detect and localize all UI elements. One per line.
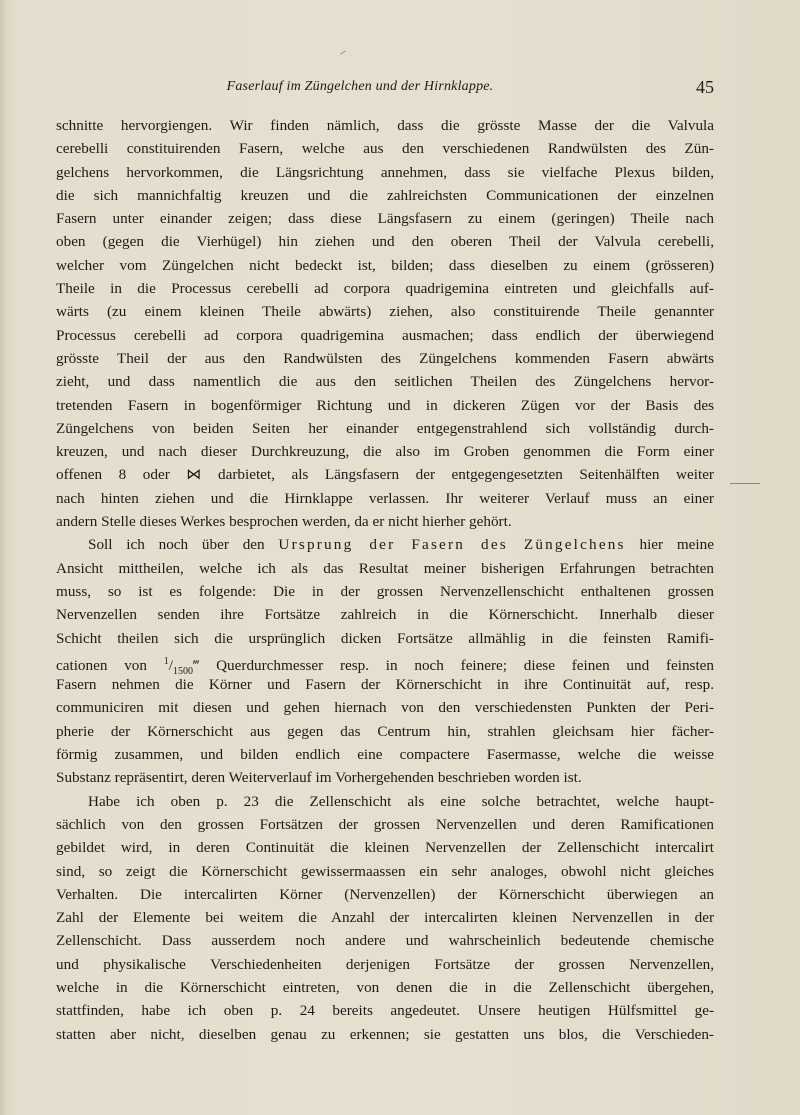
text-line: Schicht theilen sich die ursprünglich dicken Fortsätze allmählig in die feinsten Ramifi- xyxy=(56,629,714,647)
text-line: stattfinden, habe ich oben p. 24 bereits angedeutet. Unsere heutigen Hülfsmittel ge- xyxy=(56,1002,714,1020)
text-line: oben (gegen die Vierhügel) hin ziehen und den oberen Theil der Valvula cerebelli, xyxy=(56,233,714,251)
text-run: cationen von xyxy=(56,656,147,674)
text-line: tretenden Fasern in bogenförmiger Richtung und in dickeren Zügen vor der Basis des xyxy=(56,396,714,414)
margin-mark xyxy=(730,483,760,484)
text-line: sind, so zeigt die Körnerschicht gewissermaassen ein sehr analoges, obwohl nicht gleiches xyxy=(56,862,714,880)
unit-mark: ‴ xyxy=(192,656,200,674)
text-line: die sich mannichfaltig kreuzen und die zahlreichsten Communicationen der einzelnen xyxy=(56,186,714,204)
text-line: sächlich von den grossen Fortsätzen der grossen Nervenzellen und deren Ramificationen xyxy=(56,815,714,833)
text-line: communiciren mit diesen und gehen hiernach von den verschiedensten Punkten der Peri- xyxy=(56,699,714,717)
page-number: 45 xyxy=(696,77,714,97)
text-line: schnitte hervorgiengen. Wir finden nämlich, dass die grösste Masse der die Valvula xyxy=(56,117,714,134)
paragraph-1 xyxy=(56,114,714,533)
text-line: Substanz repräsentirt, deren Weiterverlauf im Vorhergehenden beschrieben worden ist. xyxy=(56,769,582,787)
text-line: Habe ich oben p. 23 die Zellenschicht als eine solche betrachtet, welche haupt- xyxy=(88,792,714,810)
text-line: welche in die Körnerschicht eintreten, von denen die in die Zellenschicht übergehen, xyxy=(56,978,714,996)
text-line: Zellenschicht. Dass ausserdem noch andere und wahrscheinlich bedeutende chemische xyxy=(56,932,714,950)
text-line: zieht, und dass namentlich die aus den seitlichen Theilen des Züngelchens hervor- xyxy=(56,373,714,391)
text-line: Processus cerebelli ad corpora quadrigemina ausmachen; dass endlich der überwiegend xyxy=(56,326,714,344)
text-line: wärts (zu einem kleinen Theile abwärts) ziehen, also constituirende Theile genannter xyxy=(56,303,714,321)
paragraph-3 xyxy=(56,790,714,1046)
text-line: cationen von $^1/_{1500}‴$ Querdurchmesser resp. in noch feinere; diese feinen und feinsten xyxy=(56,655,715,677)
running-head: Faserlauf im Züngelchen und der Hirnklappe. xyxy=(226,79,494,94)
page-left-edge-shadow xyxy=(0,0,6,1115)
fraction-denominator: 1500 xyxy=(172,665,193,677)
text-line: Fasern unter einander zeigen; dass diese Längsfasern zu einem (geringen) Theile nach xyxy=(56,210,714,228)
text-line xyxy=(56,533,714,556)
text-line: kreuzen, und nach dieser Durchkreuzung, die also im Groben genommen die Form einer xyxy=(56,443,714,461)
emphasized-text: Ursprung der Fasern des Züngelchens xyxy=(278,536,626,554)
text-line: grösste Theil der aus den Randwülsten des Züngelchens kommenden Fasern abwärts xyxy=(56,349,714,367)
text-line: gelchens hervorkommen, die Längsrichtung annehmen, dass sie vielfache Plexus bilden, xyxy=(56,163,714,181)
text-line: nach hinten ziehen und die Hirnklappe verlassen. Ihr weiterer Verlauf muss an einer xyxy=(56,489,714,507)
text-line: muss, so ist es folgende: Die in der grossen Nervenzellenschicht enthaltenen grossen xyxy=(56,582,714,600)
text-line: andern Stelle dieses Werkes besprochen werden, da er nicht hierher gehört. xyxy=(56,513,512,531)
text-line: Theile in die Processus cerebelli ad corpora quadrigemina eintreten und gleichfalls auf- xyxy=(56,280,714,298)
text-line: pherie der Körnerschicht aus gegen das Centrum hin, strahlen gleichsam hier fächer- xyxy=(56,722,714,740)
text-run: Querdurchmesser resp. in noch feinere; diese feinen und feinsten xyxy=(216,656,715,674)
text-line: Zahl der Elemente bei weitem die Anzahl der intercalirten kleinen Nervenzellen in der xyxy=(56,909,714,927)
text-line: statten aber nicht, dieselben genau zu erkennen; sie gestatten uns blos, die Verschieden- xyxy=(56,1025,714,1043)
text-run: hier meine xyxy=(639,536,714,554)
text-line: Ansicht mittheilen, welche ich als das Resultat meiner bisherigen Erfahrungen betrachten xyxy=(56,559,714,577)
text-line: cerebelli constituirenden Fasern, welche aus den verschiedenen Randwülsten des Zün- xyxy=(56,140,714,158)
page-header xyxy=(56,77,714,103)
paragraph-2 xyxy=(56,533,714,789)
text-line: und physikalische Verschiedenheiten derjenigen Fortsätze der grossen Nervenzellen, xyxy=(56,955,714,973)
text-line: welcher vom Züngelchen nicht bedeckt ist, bilden; dass dieselben zu einem (grösseren) xyxy=(56,256,714,274)
text-run: Soll ich noch über den xyxy=(88,536,265,554)
fraction-numerator: 1 xyxy=(163,655,169,667)
body-text xyxy=(56,114,714,1046)
text-line: offenen 8 oder ⋈ darbietet, als Längsfasern der entgegengesetzten Seitenhälften weiter xyxy=(56,466,714,484)
text-line: Nervenzellen senden ihre Fortsätze zahlreich in die Körnerschicht. Innerhalb dieser xyxy=(56,606,714,624)
text-line: Fasern nehmen die Körner und Fasern der Körnerschicht in ihre Continuität auf, resp. xyxy=(56,676,714,694)
scan-mark xyxy=(340,50,345,54)
text-line: gebildet wird, in deren Continuität die kleinen Nervenzellen der Zellenschicht intercalirt xyxy=(56,839,714,857)
text-line: Verhalten. Die intercalirten Körner (Nervenzellen) der Körnerschicht überwiegen an xyxy=(56,885,714,903)
text-line: Züngelchens von beiden Seiten her einander entgegenstrahlend sich vollständig durch- xyxy=(56,419,714,437)
text-line: förmig zusammen, und bilden endlich eine compactere Fasermasse, welche die weisse xyxy=(56,746,714,764)
